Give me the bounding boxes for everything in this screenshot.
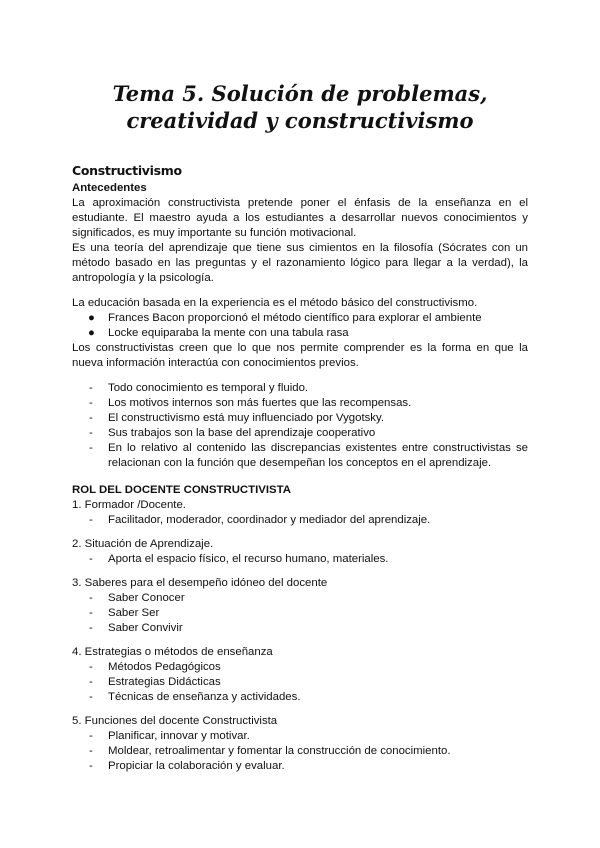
numbered-item-1 — [72, 498, 528, 528]
paragraph-3: La educación basada en la experiencia es el método básico del constructivismo. — [72, 297, 478, 309]
dash-list — [72, 381, 528, 471]
list-item: - Aporta el espacio físico, el recurso humano, materiales. — [89, 553, 389, 565]
list-item: ● Locke equiparaba la mente con una tabula rasa — [88, 327, 349, 339]
list-item: ● Frances Bacon proporcionó el método científico para explorar el ambiente — [88, 312, 482, 324]
section-heading-rol-docente: ROL DEL DOCENTE CONSTRUCTIVISTA — [72, 484, 291, 496]
paragraph-2: Es una teoría del aprendizaje que tiene sus cimientos en la filosofía (Sócrates con un método basado en las preguntas y el razonamiento lógico para llegar a la verdad), la antropología y la psicología. — [72, 242, 528, 284]
numbered-item-3 — [72, 576, 528, 636]
list-item: - Estrategias Didácticas — [89, 676, 221, 688]
paragraph-1: La aproximación constructivista pretende poner el énfasis de la enseñanza en el estudiante. El maestro ayuda a los estudiantes a desarrollar nuevos conocimientos y significados, es muy importante su función motivacional. — [72, 197, 528, 239]
numbered-item-5 — [72, 714, 528, 774]
title-line-2: creatividad y constructivismo — [126, 108, 474, 133]
list-item: - Los motivos internos son más fuertes que las recompensas. — [89, 397, 412, 409]
subheading-antecedentes: Antecedentes — [72, 182, 147, 194]
bullet-list — [72, 311, 528, 341]
numbered-item-label: 3. Saberes para el desempeño idóneo del docente — [72, 577, 328, 589]
list-item: - Saber Ser — [89, 607, 160, 619]
numbered-item-4 — [72, 645, 528, 705]
dash-marker: - — [89, 397, 93, 409]
list-item: - Técnicas de enseñanza y actividades. — [89, 691, 301, 703]
list-item: - Facilitador, moderador, coordinador y mediador del aprendizaje. — [89, 514, 431, 526]
numbered-item-label: 1. Formador /Docente. — [72, 499, 186, 511]
dash-marker: - — [89, 382, 93, 394]
bullet-marker: ● — [88, 327, 95, 339]
list-item: - Propiciar la colaboración y evaluar. — [89, 760, 285, 772]
list-item: - En lo relativo al contenido las discrepancias existentes entre constructivistas se relacionan con la función que desempeñan los conceptos en el aprendizaje. — [89, 442, 528, 469]
dash-marker: - — [89, 412, 93, 424]
list-item: - Sus trabajos son la base del aprendizaje cooperativo — [89, 427, 376, 439]
list-item: - Saber Conocer — [89, 592, 185, 604]
numbered-item-label: 5. Funciones del docente Constructivista — [72, 715, 278, 727]
document-body — [72, 163, 528, 774]
list-item: - Todo conocimiento es temporal y fluido. — [89, 382, 309, 394]
dash-marker: - — [89, 442, 93, 454]
list-item: - Saber Convivir — [89, 622, 183, 634]
list-item: - Métodos Pedagógicos — [89, 661, 221, 673]
list-item: - Moldear, retroalimentar y fomentar la construcción de conocimiento. — [89, 745, 451, 757]
bullet-marker: ● — [88, 312, 95, 324]
section-heading-constructivismo: Constructivismo — [72, 163, 182, 178]
numbered-item-label: 4. Estrategias o métodos de enseñanza — [72, 646, 273, 658]
list-item: - El constructivismo está muy influenciado por Vygotsky. — [89, 412, 385, 424]
dash-marker: - — [89, 427, 93, 439]
numbered-item-2 — [72, 537, 528, 567]
numbered-item-label: 2. Situación de Aprendizaje. — [72, 538, 214, 550]
paragraph-4: Los constructivistas creen que lo que nos permite comprender es la forma en que la nueva información interactúa con conocimientos previos. — [72, 342, 528, 369]
page-title — [0, 80, 600, 134]
title-line-1: Tema 5. Solución de problemas, — [112, 81, 488, 106]
list-item: - Planificar, innovar y motivar. — [89, 730, 250, 742]
